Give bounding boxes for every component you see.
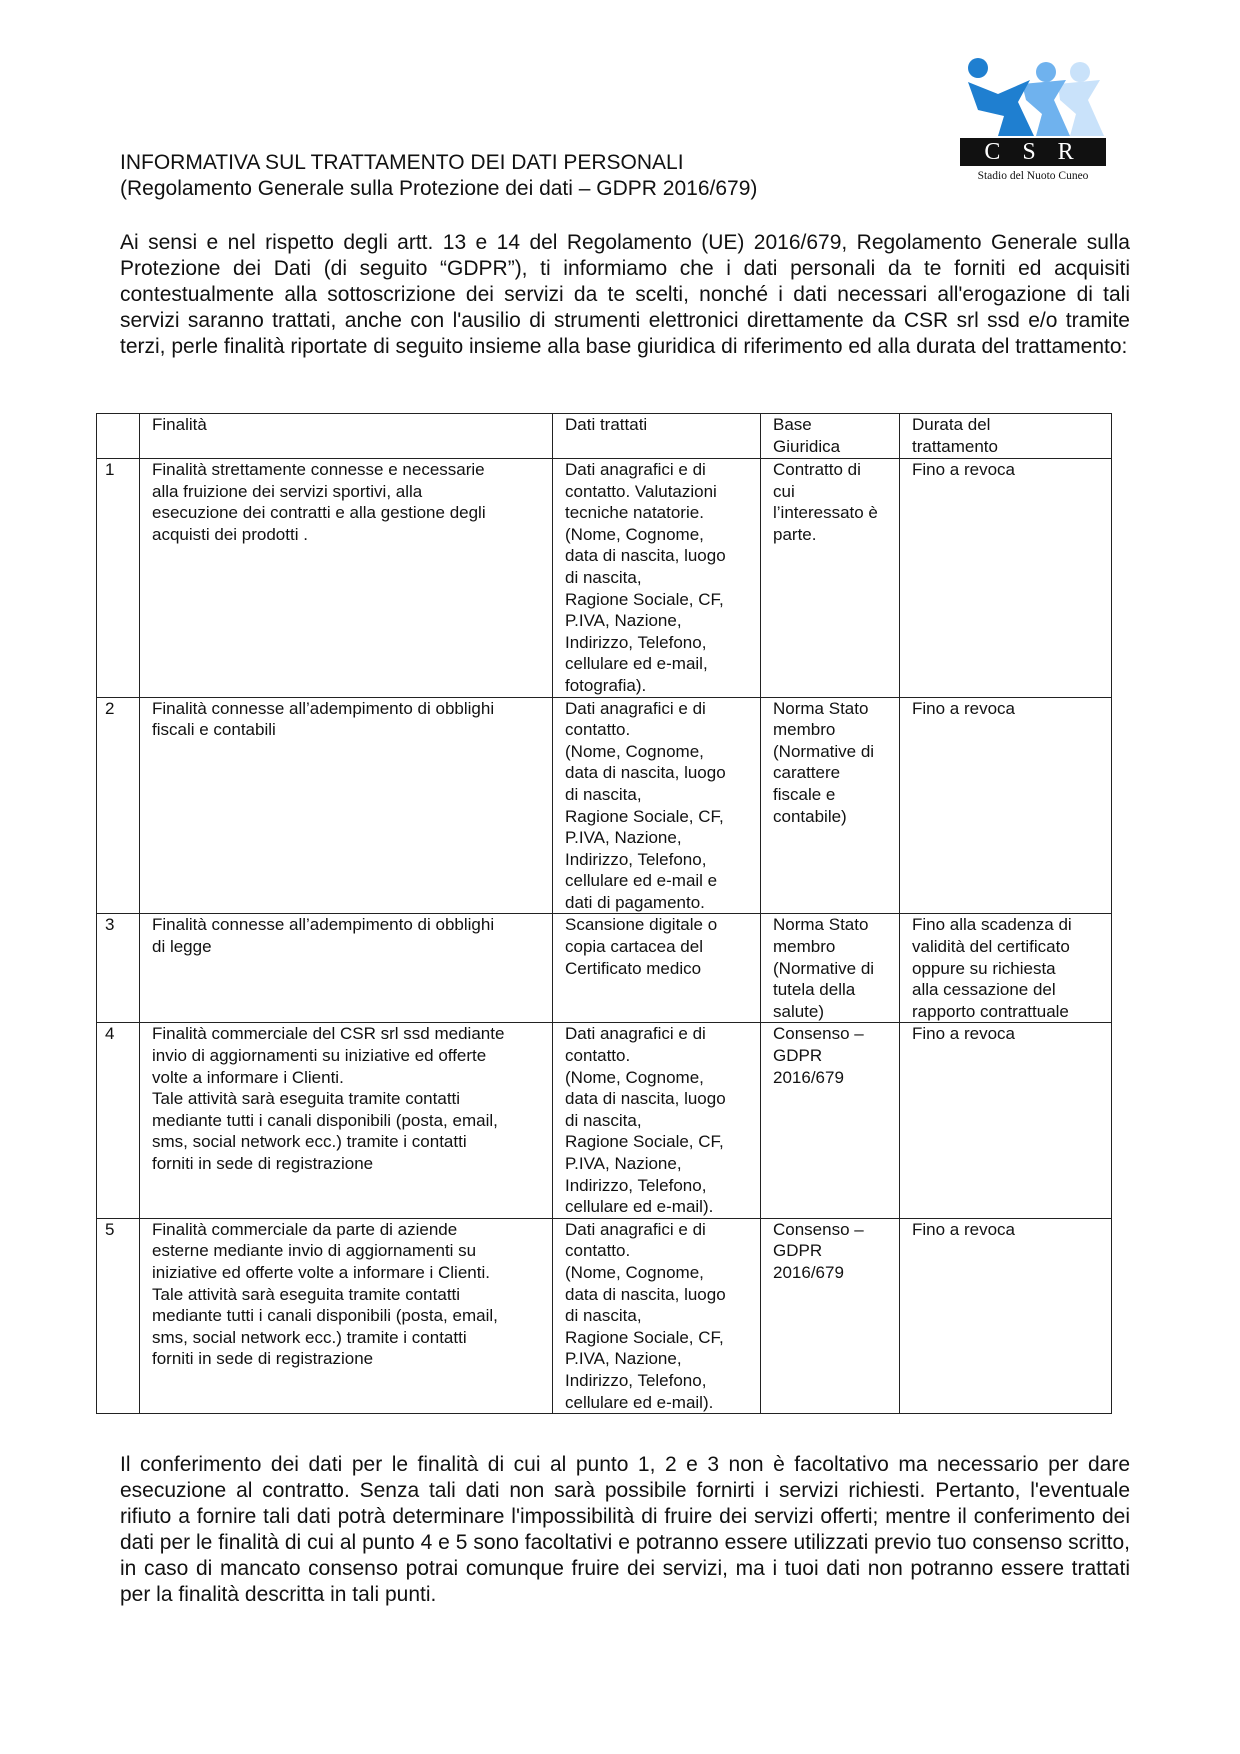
intro-paragraph: Ai sensi e nel rispetto degli artt. 13 e 14 del Regolamento (UE) 2016/679, Regolamento Generale sulla Protezione dei Dati (di seguito “GDPR”), ti informiamo che i dati personali da te forniti ed acquisiti contestualmente alla sottoscrizione dei servizi da te scelti, nonché i dati necessari all'erogazione di tali servizi saranno trattati, anche con l'ausilio di strumenti elettronici direttamente da CSR srl ssd e/o tramite terzi, perle finalità riportate di seguito insieme alla base giuridica di riferimento ed alla durata del trattamento: xyxy=(120,231,1130,358)
row-num: 4 xyxy=(97,1023,140,1218)
row-finalita: Finalità commerciale del CSR srl ssd mediante invio di aggiornamenti su iniziative ed offerte volte a informare i Clienti. Tale attività sarà eseguita tramite contatti mediante tutti i canali disponibili (posta, email, sms, social network ecc.) tramite i contatti forniti in sede di registrazione xyxy=(140,1023,553,1218)
row-base: Consenso – GDPR 2016/679 xyxy=(761,1023,900,1218)
table-row xyxy=(97,1023,1112,1218)
swimmer-figures-icon xyxy=(968,58,1104,136)
table-row xyxy=(97,459,1112,698)
row-dati: Dati anagrafici e di contatto. (Nome, Cognome, data di nascita, luogo di nascita, Ragione Sociale, CF, P.IVA, Nazione, Indirizzo, Telefono, cellulare ed e-mail). xyxy=(553,1023,761,1218)
row-finalita: Finalità connesse all’adempimento di obblighi fiscali e contabili xyxy=(140,697,553,914)
header-durata: Durata del trattamento xyxy=(900,414,1112,459)
header-dati: Dati trattati xyxy=(553,414,761,459)
row-dati: Dati anagrafici e di contatto. Valutazioni tecniche natatorie. (Nome, Cognome, data di nascita, luogo di nascita, Ragione Sociale, CF, P.IVA, Nazione, Indirizzo, Telefono, cellulare ed e-mail, fotografia). xyxy=(553,459,761,698)
row-num: 2 xyxy=(97,697,140,914)
row-num: 3 xyxy=(97,914,140,1023)
row-dati: Scansione digitale o copia cartacea del Certificato medico xyxy=(553,914,761,1023)
row-durata: Fino a revoca xyxy=(900,697,1112,914)
header-base: Base Giuridica xyxy=(761,414,900,459)
row-base: Contratto di cui l’interessato è parte. xyxy=(761,459,900,698)
title-line-2: (Regolamento Generale sulla Protezione dei dati – GDPR 2016/679) xyxy=(120,177,758,200)
table-header-row xyxy=(97,414,1112,459)
table-row xyxy=(97,914,1112,1023)
row-base: Consenso – GDPR 2016/679 xyxy=(761,1218,900,1413)
header-finalita: Finalità xyxy=(140,414,553,459)
row-finalita: Finalità commerciale da parte di aziende esterne mediante invio di aggiornamenti su iniziative ed offerte volte a informare i Clienti. Tale attività sarà eseguita tramite contatti mediante tutti i canali disponibili (posta, email, sms, social network ecc.) tramite i contatti forniti in sede di registrazione xyxy=(140,1218,553,1413)
outro-paragraph: Il conferimento dei dati per le finalità di cui al punto 1, 2 e 3 non è facoltativo ma necessario per dare esecuzione al contratto. Senza tali dati non sarà possibile fornirti i servizi richiesti. Pertanto, l'eventuale rifiuto a fornire tali dati potrà determinare l'impossibilità di fruire dei servizi offerti; mentre il conferimento dei dati per le finalità di cui al punto 4 e 5 sono facoltativi e potranno essere utilizzati previo tuo consenso scritto, in caso di mancato consenso potrai comunque fruire dei servizi, ma i tuoi dati non potranno essere trattati per la finalità descritta in tali punti. xyxy=(120,1453,1130,1606)
row-durata: Fino a revoca xyxy=(900,459,1112,698)
row-finalita: Finalità strettamente connesse e necessarie alla fruizione dei servizi sportivi, alla esecuzione dei contratti e alla gestione degli acquisti dei prodotti . xyxy=(140,459,553,698)
logo-subtitle: Stadio del Nuoto Cuneo xyxy=(977,170,1089,182)
table-row xyxy=(97,697,1112,914)
title-line-1: INFORMATIVA SUL TRATTAMENTO DEI DATI PERSONALI xyxy=(120,151,684,174)
row-base: Norma Stato membro (Normative di tutela della salute) xyxy=(761,914,900,1023)
logo-text: C S R xyxy=(984,139,1082,165)
row-finalita: Finalità connesse all’adempimento di obblighi di legge xyxy=(140,914,553,1023)
row-dati: Dati anagrafici e di contatto. (Nome, Cognome, data di nascita, luogo di nascita, Ragione Sociale, CF, P.IVA, Nazione, Indirizzo, Telefono, cellulare ed e-mail e dati di pagamento. xyxy=(553,697,761,914)
row-num: 1 xyxy=(97,459,140,698)
document-title xyxy=(120,150,880,202)
row-num: 5 xyxy=(97,1218,140,1413)
csr-logo xyxy=(958,58,1108,183)
header-num xyxy=(97,414,140,459)
row-durata: Fino alla scadenza di validità del certificato oppure su richiesta alla cessazione del rapporto contrattuale xyxy=(900,914,1112,1023)
row-dati: Dati anagrafici e di contatto. (Nome, Cognome, data di nascita, luogo di nascita, Ragione Sociale, CF, P.IVA, Nazione, Indirizzo, Telefono, cellulare ed e-mail). xyxy=(553,1218,761,1413)
row-durata: Fino a revoca xyxy=(900,1218,1112,1413)
processing-table xyxy=(96,413,1112,1414)
row-durata: Fino a revoca xyxy=(900,1023,1112,1218)
table-row xyxy=(97,1218,1112,1413)
row-base: Norma Stato membro (Normative di carattere fiscale e contabile) xyxy=(761,697,900,914)
